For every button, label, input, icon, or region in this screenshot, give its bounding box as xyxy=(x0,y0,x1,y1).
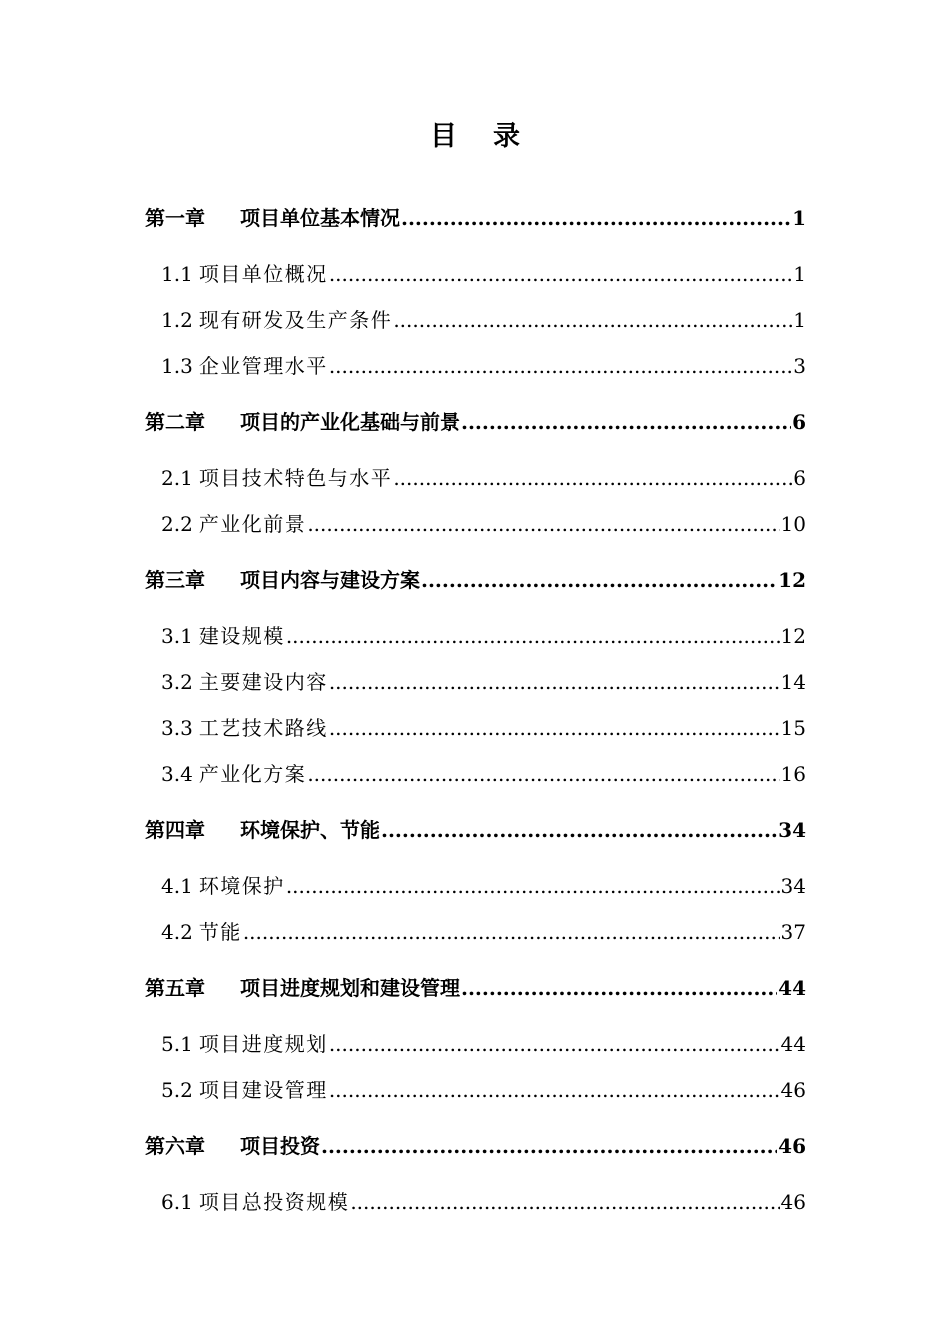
page-number: 34 xyxy=(780,874,806,898)
dot-leader xyxy=(329,1032,780,1056)
toc-section-3-4[interactable]: 3.4 产业化方案 ..... 16 xyxy=(161,758,806,787)
page-number: 44 xyxy=(780,1032,806,1056)
title-char-2: 录 xyxy=(493,121,520,152)
dot-leader xyxy=(401,206,791,230)
dot-leader xyxy=(329,262,792,286)
toc-chapter-4[interactable]: 第四章 环境保护、节能 ..... 34 xyxy=(145,814,806,843)
page-number: 3 xyxy=(793,354,806,378)
dot-leader xyxy=(329,1078,780,1102)
dot-leader xyxy=(381,818,777,842)
page-number: 34 xyxy=(778,818,806,842)
page-number: 12 xyxy=(778,568,806,592)
toc-section-1-3[interactable]: 1.3 企业管理水平 ..... 3 xyxy=(161,350,806,379)
toc-section-4-1[interactable]: 4.1 环境保护 ..... 34 xyxy=(161,870,806,899)
toc-section-6-1[interactable]: 6.1 项目总投资规模 ..... 46 xyxy=(161,1186,806,1215)
page-title xyxy=(0,114,950,153)
page-number: 37 xyxy=(780,920,806,944)
toc-section-2-2[interactable]: 2.2 产业化前景 ..... 10 xyxy=(161,508,806,537)
page-number: 6 xyxy=(793,466,806,490)
toc-chapter-2[interactable]: 第二章 项目的产业化基础与前景 ..... 6 xyxy=(145,406,806,435)
dot-leader xyxy=(321,1134,777,1158)
page-number: 16 xyxy=(780,762,806,786)
title-char-1: 目 xyxy=(430,121,457,152)
dot-leader xyxy=(329,670,780,694)
toc-section-1-1[interactable]: 1.1 项目单位概况 ..... 1 xyxy=(161,258,806,287)
page-number: 12 xyxy=(780,624,806,648)
dot-leader xyxy=(350,1190,779,1214)
dot-leader xyxy=(243,920,780,944)
toc-section-4-2[interactable]: 4.2 节能 ..... 37 xyxy=(161,916,806,945)
toc-section-3-2[interactable]: 3.2 主要建设内容 ..... 14 xyxy=(161,666,806,695)
dot-leader xyxy=(393,466,792,490)
toc-section-1-2[interactable]: 1.2 现有研发及生产条件 ..... 1 xyxy=(161,304,806,333)
dot-leader xyxy=(461,410,791,434)
page-number: 44 xyxy=(778,976,806,1000)
dot-leader xyxy=(307,512,779,536)
page-number: 46 xyxy=(780,1190,806,1214)
dot-leader xyxy=(286,624,780,648)
toc-section-5-1[interactable]: 5.1 项目进度规划 ..... 44 xyxy=(161,1028,806,1057)
dot-leader xyxy=(421,568,777,592)
toc-chapter-5[interactable]: 第五章 项目进度规划和建设管理 ..... 44 xyxy=(145,972,806,1001)
dot-leader xyxy=(329,716,780,740)
dot-leader xyxy=(393,308,792,332)
page-number: 10 xyxy=(780,512,806,536)
page-number: 1 xyxy=(793,308,806,332)
toc-chapter-6[interactable]: 第六章 项目投资 ..... 46 xyxy=(145,1130,806,1159)
page-number: 46 xyxy=(780,1078,806,1102)
dot-leader xyxy=(307,762,779,786)
page-number: 1 xyxy=(793,262,806,286)
toc-section-3-1[interactable]: 3.1 建设规模 ..... 12 xyxy=(161,620,806,649)
page-number: 6 xyxy=(792,410,806,434)
toc-section-2-1[interactable]: 2.1 项目技术特色与水平 ..... 6 xyxy=(161,462,806,491)
dot-leader xyxy=(461,976,777,1000)
toc-chapter-3[interactable]: 第三章 项目内容与建设方案 ..... 12 xyxy=(145,564,806,593)
page-number: 15 xyxy=(780,716,806,740)
toc-section-3-3[interactable]: 3.3 工艺技术路线 ..... 15 xyxy=(161,712,806,741)
dot-leader xyxy=(286,874,780,898)
toc-section-5-2[interactable]: 5.2 项目建设管理 ..... 46 xyxy=(161,1074,806,1103)
page-number: 1 xyxy=(792,206,806,230)
page-number: 46 xyxy=(778,1134,806,1158)
toc-chapter-1[interactable]: 第一章 项目单位基本情况 ..... 1 xyxy=(145,202,806,231)
page-number: 14 xyxy=(780,670,806,694)
dot-leader xyxy=(329,354,792,378)
